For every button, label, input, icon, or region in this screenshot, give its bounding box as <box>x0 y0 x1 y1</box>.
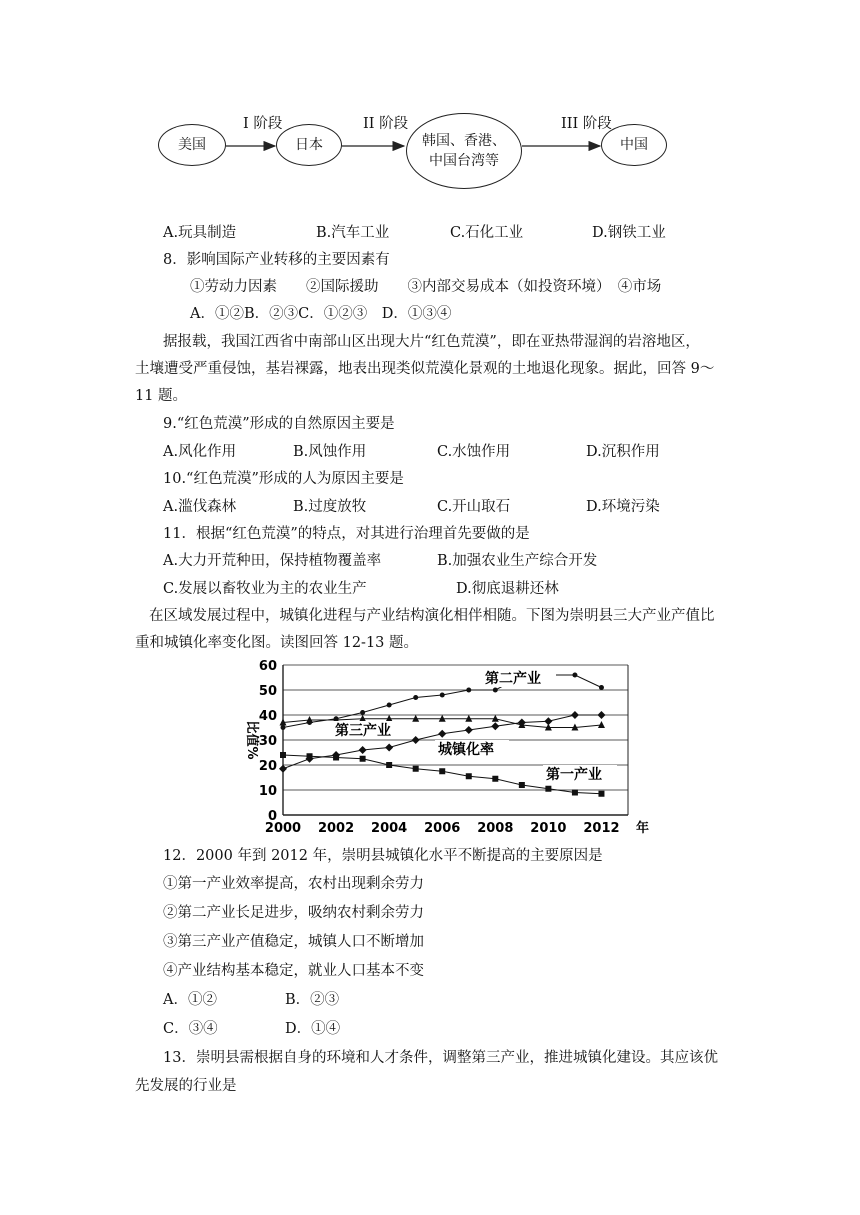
x-tick-label: 2010 <box>530 821 567 836</box>
node-japan: 日本 <box>276 124 342 166</box>
passage1-line-2: 土壤遭受严重侵蚀，基岩裸露，地表出现类似荒漠化景观的土地退化现象。据此，回答 9～ <box>135 361 715 377</box>
chart-svg <box>230 655 660 840</box>
q12-item-1: ①第一产业效率提高，农村出现剩余劳力 <box>163 876 424 892</box>
point <box>387 703 392 708</box>
q7-option-c: C.石化工业 <box>450 225 524 241</box>
node-china: 中国 <box>601 124 667 166</box>
q13-line-1: 13．崇明县需根据自身的环境和人才条件，调整第三产业，推进城镇化建设。其应该优 <box>163 1050 718 1066</box>
point <box>544 717 552 725</box>
point <box>438 730 446 738</box>
series-label: 第三产业 <box>335 723 391 739</box>
y-tick-label: 10 <box>258 784 277 799</box>
y-tick-label: 20 <box>258 759 277 774</box>
stage-3-label: III 阶段 <box>561 116 612 132</box>
q10-option-d: D.环境污染 <box>586 499 660 515</box>
point <box>599 685 604 690</box>
q9-option-c: C.水蚀作用 <box>437 444 511 460</box>
point <box>466 688 471 693</box>
x-unit-label: 年 <box>636 821 650 836</box>
series-label: 第二产业 <box>485 671 541 687</box>
x-tick-label: 2012 <box>583 821 620 836</box>
q7-option-a: A.玩具制造 <box>163 225 237 241</box>
x-tick-label: 2000 <box>264 821 302 836</box>
point <box>281 725 286 730</box>
q8-options: A．①②B．②③C．①②③ D．①③④ <box>190 306 452 322</box>
stage-1-label: I 阶段 <box>243 116 283 132</box>
x-tick-label: 2008 <box>477 821 514 836</box>
point <box>492 776 498 782</box>
passage2-line-2: 重和城镇化率变化图。读图回答 12-13 题。 <box>135 635 419 651</box>
point <box>307 753 313 759</box>
series-label: 城镇化率 <box>438 742 494 758</box>
point <box>465 726 473 734</box>
q10-option-c: C.开山取石 <box>437 499 511 515</box>
q10-option-b: B.过度放牧 <box>293 499 367 515</box>
y-axis-label: 比值% <box>244 720 259 760</box>
q10-stem: 10.“红色荒漠”形成的人为原因主要是 <box>163 471 404 487</box>
q11-option-a: A.大力开荒种田，保持植物覆盖率 <box>163 553 382 569</box>
q13-line-2: 先发展的行业是 <box>135 1078 237 1094</box>
q12-item-2: ②第二产业长足进步，吸纳农村剩余劳力 <box>163 905 424 921</box>
q7-option-d: D.钢铁工业 <box>592 225 666 241</box>
point <box>466 773 472 779</box>
q9-option-b: B.风蚀作用 <box>293 444 367 460</box>
x-tick-label: 2002 <box>317 821 355 836</box>
point <box>572 673 577 678</box>
point <box>386 762 392 768</box>
point <box>519 782 525 788</box>
point <box>572 790 578 796</box>
series-label: 第一产业 <box>546 767 602 783</box>
q10-option-a: A.滥伐森林 <box>163 499 237 515</box>
q12-option-d: D．①④ <box>285 1021 341 1037</box>
q8-stem: 8．影响国际产业转移的主要因素有 <box>163 252 390 268</box>
point <box>359 746 367 754</box>
q12-option-c: C．③④ <box>163 1021 218 1037</box>
q11-stem: 11．根据“红色荒漠”的特点，对其进行治理首先要做的是 <box>163 526 530 542</box>
q11-option-d: D.彻底退耕还林 <box>456 581 559 597</box>
point <box>360 710 365 715</box>
q11-option-b: B.加强农业生产综合开发 <box>437 553 598 569</box>
point <box>598 721 605 728</box>
q11-option-c: C.发展以畜牧业为主的农业生产 <box>163 581 367 597</box>
point <box>491 722 499 730</box>
q12-stem: 12．2000 年到 2012 年，崇明县城镇化水平不断提高的主要原因是 <box>163 848 603 864</box>
point <box>412 736 420 744</box>
point <box>439 768 445 774</box>
point <box>413 766 419 772</box>
y-tick-label: 30 <box>258 734 277 749</box>
point <box>385 744 393 752</box>
point <box>493 688 498 693</box>
q12-option-a: A．①② <box>163 992 217 1008</box>
point <box>280 752 286 758</box>
x-tick-label: 2004 <box>371 821 408 836</box>
y-tick-label: 50 <box>258 684 277 699</box>
q9-stem: 9.“红色荒漠”形成的自然原因主要是 <box>163 416 395 432</box>
point <box>597 711 605 719</box>
q7-option-b: B.汽车工业 <box>316 225 390 241</box>
x-tick-label: 2006 <box>424 821 461 836</box>
point <box>545 786 551 792</box>
y-tick-label: 60 <box>258 659 277 674</box>
node-korea-hk-taiwan: 韩国、香港、 中国台湾等 <box>406 113 522 189</box>
y-tick-label: 0 <box>267 809 277 824</box>
q12-option-b: B．②③ <box>285 992 340 1008</box>
y-tick-label: 40 <box>258 709 277 724</box>
point <box>333 755 339 761</box>
point <box>413 695 418 700</box>
q9-option-a: A.风化作用 <box>163 444 237 460</box>
node-usa: 美国 <box>158 124 226 166</box>
point <box>360 756 366 762</box>
stage-2-label: II 阶段 <box>363 116 409 132</box>
q9-option-d: D.沉积作用 <box>586 444 660 460</box>
q8-items: ①劳动力因素 ②国际援助 ③内部交易成本（如投资环境） ④市场 <box>190 279 662 295</box>
point <box>440 693 445 698</box>
passage1-line-1: 据报载，我国江西省中南部山区出现大片“红色荒漠”，即在亚热带湿润的岩溶地区， <box>163 334 700 350</box>
point <box>279 765 287 773</box>
industry-urbanization-chart <box>230 655 660 840</box>
q12-item-3: ③第三产业产值稳定，城镇人口不断增加 <box>163 934 424 950</box>
point <box>598 791 604 797</box>
passage2-line-1: 在区域发展过程中，城镇化进程与产业结构演化相伴相随。下图为崇明县三大产业产值比 <box>149 608 715 624</box>
passage1-line-3: 11 题。 <box>135 388 188 404</box>
point <box>571 711 579 719</box>
q12-item-4: ④产业结构基本稳定，就业人口基本不变 <box>163 963 424 979</box>
